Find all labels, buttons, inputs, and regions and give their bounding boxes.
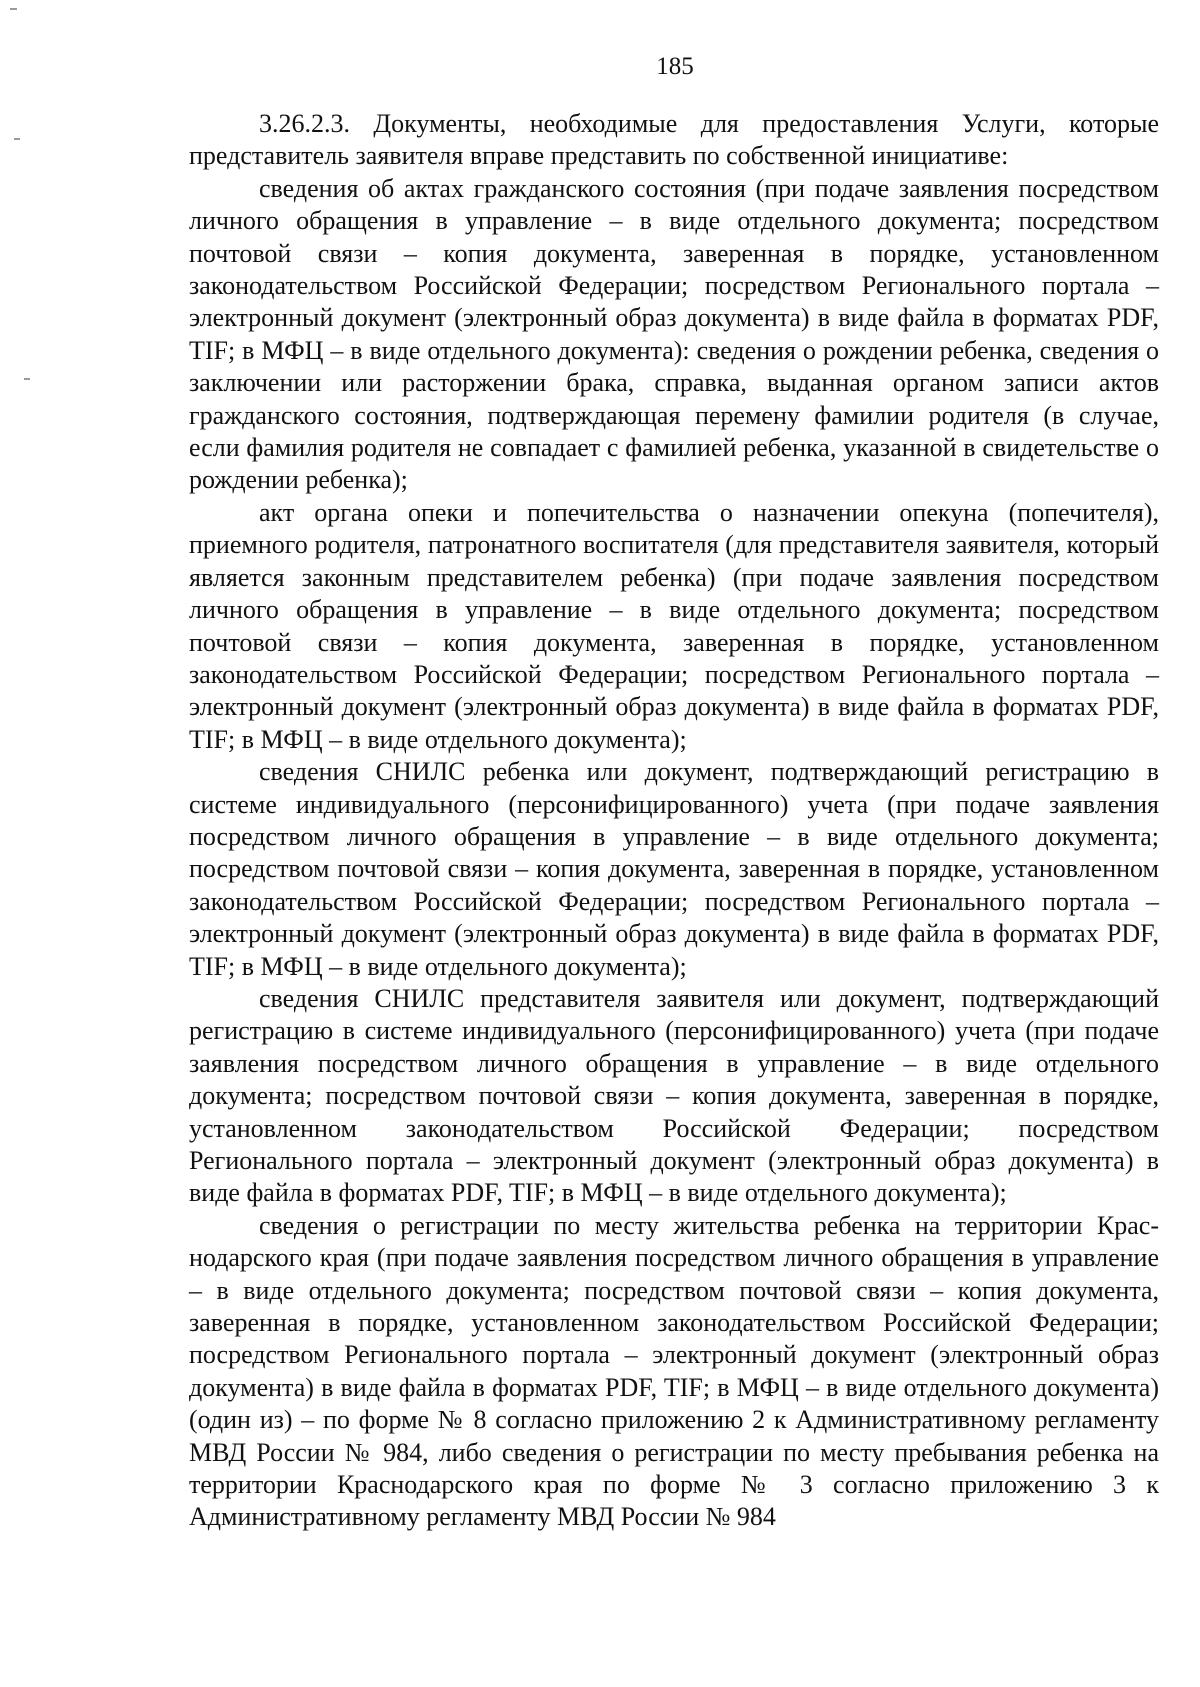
scan-mark-top-left xyxy=(10,8,17,10)
paragraph-representative-snils: сведения СНИЛС представителя заявителя или документ, подтверждающий регистрацию в системе индивидуального (персонифицированного) учета (при подаче заявления посредством личного обращения в управление – в виде отдельного документа; посредством почтовой связи – копия документа, заверенная в порядке, установленном законодательством Российской Федерации; посредством Регионального портала – электронный документ (электронный образ документа) в виде файла в форматах PDF, TIF; в МФЦ – в виде отдельного документа); xyxy=(189,983,1159,1208)
paragraph-civil-status-records: сведения об актах гражданского состояния (при подаче заявления посредством личного обращения в управление – в виде отдельного документа; посредством почтовой связи – копия документа, заверенная в порядке, установленном законодательством Российской Федерации; посредством Регионального портала – электронный документ (электронный образ документа) в виде файла в форматах PDF, TIF; в МФЦ – в виде отдельного документа): сведения о рождении ребенка, сведения о заключении или расторжении брака, справка, выданная органом записи актов гражданского состояния, подтверждающая перемену фамилии родителя (в случае, если фамилия родителя не совпадает с фамилией ребенка, указанной в свидетельстве о рождении ребенка); xyxy=(189,173,1159,495)
paragraph-child-registration: сведения о регистрации по месту жительства ребенка на территории Краснодарского края (при подаче заявления посредством личного обращения в управление – в виде отдельного документа; посредством почтовой связи – копия документа, заверенная в порядке, установленном законодательством Российской Федерации; посредством Регионального портала – электронный документ (электронный образ документа) в виде файла в форматах PDF, TIF; в МФЦ – в виде отдельного документа) (один из) – по форме № 8 согласно приложению 2 к Административному регламенту МВД России № 984, либо сведения о регистрации по месту пребывания ребенка на территории Краснодарского края по форме № 3 согласно приложению 3 к Административному регламенту МВД России № 984 xyxy=(189,1210,1159,1532)
paragraph-child-snils: сведения СНИЛС ребенка или документ, подтверждающий регистрацию в системе индивидуального (персонифицированного) учета (при подаче заявления посредством личного обращения в управление – в виде отдельного документа; посредством почтовой связи – копия документа, заверенная в порядке, установленном законодательством Российской Федерации; посредством Регионального портала – электронный документ (электронный образ документа) в виде файла в форматах PDF, TIF; в МФЦ – в виде отдельного документа); xyxy=(189,757,1159,981)
scan-mark-left-2 xyxy=(24,378,30,380)
paragraph-guardianship-act: акт органа опеки и попечительства о назначении опекуна (попечителя), приемного родителя, патронатного воспитателя (для представителя заявителя, который является законным представителем ребенка) (при подаче заявления посредством личного обращения в управление – в виде отдельного документа; посредством почтовой связи – копия документа, заверенная в порядке, установленном законодательством Российской Федерации; посредством Регионального портала – электронный документ (электронный образ документа) в виде файла в форматах PDF, TIF; в МФЦ – в виде отдельного документа); xyxy=(189,497,1159,754)
paragraph-3-26-2-3-heading: 3.26.2.3. Документы, необходимые для предоставления Услуги, которые представитель заявителя вправе представить по собственной инициативе: xyxy=(189,109,1159,171)
document-body xyxy=(189,108,1159,1534)
page-number: 185 xyxy=(656,53,694,80)
scan-mark-left-1 xyxy=(14,138,20,140)
